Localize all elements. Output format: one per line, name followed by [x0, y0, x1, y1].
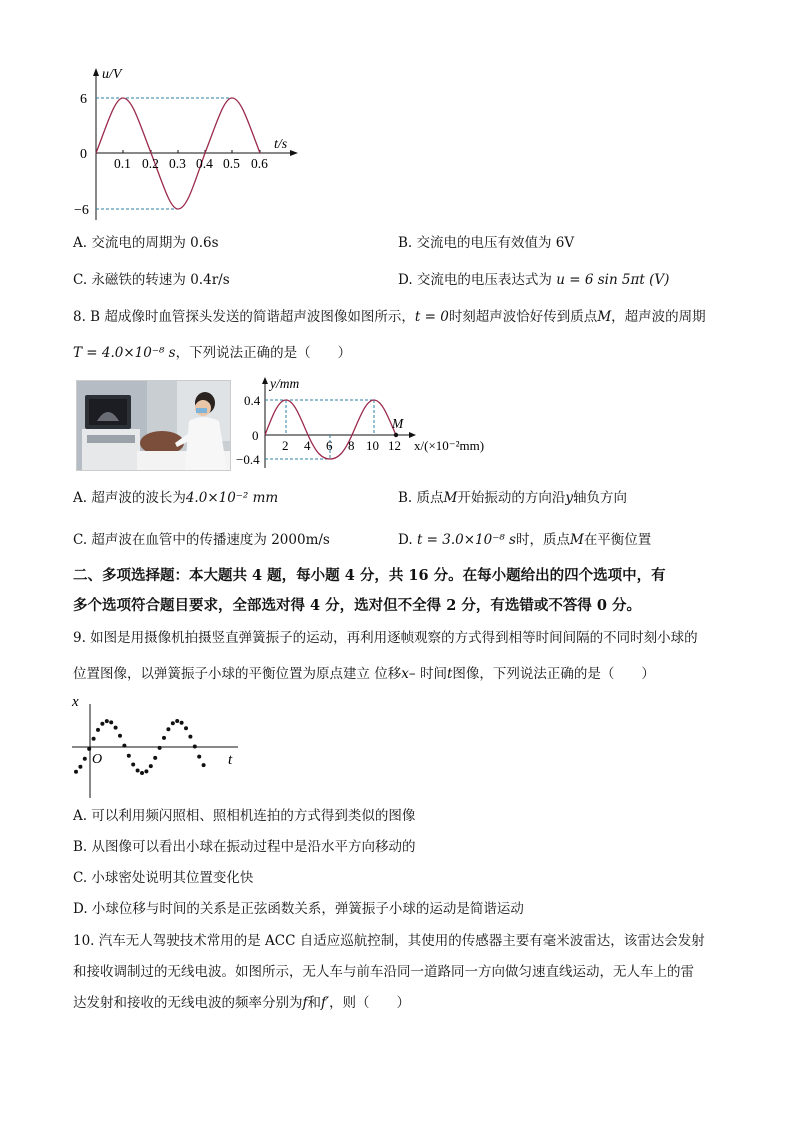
position-dot	[87, 747, 91, 751]
y-tick-label: −6	[74, 203, 89, 218]
q9-stem-line1: 9. 如图是用摄像机拍摄竖直弹簧振子的运动，再利用逐帧观察的方式得到相等时间间隔的不同时刻小球的	[73, 630, 698, 646]
q8-option-d-text: D.	[398, 532, 413, 548]
position-dot	[131, 763, 135, 767]
position-dot	[122, 744, 126, 748]
position-dot	[188, 735, 192, 739]
position-dot	[96, 728, 100, 732]
y-axis-arrow	[262, 377, 268, 384]
q9-option-d: D. 小球位移与时间的关系是正弦函数关系，弹簧振子小球的运动是简谐运动	[73, 901, 524, 917]
q8-option-d	[398, 530, 651, 550]
position-dot	[127, 754, 131, 758]
point-m-label: M	[392, 416, 404, 431]
x-tick-label: 0.2	[142, 156, 159, 171]
position-dot	[162, 736, 166, 740]
q8-option-b-text: 开始振动的方向沿	[457, 490, 566, 506]
x-axis-label: x/(×10⁻²mm)	[414, 438, 485, 453]
q8-formula: t = 0	[414, 309, 449, 325]
q9-var-x: x	[401, 666, 409, 682]
q8-option-a	[73, 488, 278, 508]
q8-text: ，超声波的周期	[611, 309, 706, 325]
q8-point-label: M	[597, 309, 612, 325]
x-tick-label: 6	[326, 438, 333, 453]
q10-var-f: f	[302, 995, 308, 1011]
x-tick-label: 0.1	[114, 156, 131, 171]
q8-option-d-text: 时，质点	[515, 532, 570, 548]
x-tick-label: 0.3	[169, 156, 186, 171]
position-dot	[175, 719, 179, 723]
position-dot	[140, 771, 144, 775]
origin-label: O	[92, 752, 103, 767]
y-axis-label: u/V	[102, 67, 122, 82]
q7-option-d	[398, 270, 669, 290]
position-dot	[184, 726, 188, 730]
section2-heading-line2: 多个选项符合题目要求，全部选对得 4 分，选对但不全得 2 分，有选错或不答得 0 分。	[73, 597, 642, 614]
q8-option-c: C. 超声波在血管中的传播速度为 2000m/s	[73, 532, 330, 548]
position-dot	[171, 721, 175, 725]
position-dot	[202, 763, 206, 767]
position-dot	[136, 769, 140, 773]
y-tick-label: −0.4	[236, 452, 260, 467]
q8-option-b-text: 轴负方向	[572, 490, 627, 506]
q8-option-b	[398, 488, 627, 508]
q7-option-d-formula: u = 6 sin 5πt (V)	[556, 272, 670, 288]
x-axis-arrow	[290, 150, 298, 156]
position-dot	[92, 737, 96, 741]
q7-option-c: C. 永磁铁的转速为 0.4r/s	[73, 272, 230, 288]
q8-option-b-point: M	[443, 490, 458, 506]
q8-option-d-formula: t = 3.0×10⁻⁸ s	[416, 532, 516, 548]
x-tick-label: 0.5	[223, 156, 240, 171]
position-dot	[109, 720, 113, 724]
y-tick-label: 0.4	[244, 393, 261, 408]
q9-text: 图像，下列说法正确的是（ ）	[452, 666, 655, 682]
q10-stem-line3	[73, 993, 410, 1013]
ultrasound-photo	[76, 380, 231, 471]
q10-stem-line2: 和接收调制过的无线电波。如图所示，无人车与前车沿同一道路同一方向做匀速直线运动，无人车上的雷	[73, 964, 694, 980]
q8-option-a-text: A. 超声波的波长为	[73, 490, 186, 506]
q8-text: 8. B 超成像时血管探头发送的简谐超声波图像如图所示，	[73, 309, 415, 325]
q9-option-c: C. 小球密处说明其位置变化快	[73, 870, 254, 886]
position-dot	[153, 756, 157, 760]
position-dot	[197, 755, 201, 759]
x-tick-label: 12	[388, 438, 401, 453]
position-dot	[78, 765, 82, 769]
q8-option-b-axis: y	[565, 490, 573, 506]
q10-stem-line1: 10. 汽车无人驾驶技术常用的是 ACC 自适应巡航控制，其使用的传感器主要有毫米波雷达，该雷达会发射	[73, 933, 705, 949]
q10-text: ，则（ ）	[329, 995, 411, 1011]
q10-var-f-prime: f′	[321, 995, 330, 1011]
oscillator-position-graph	[60, 690, 250, 800]
q8-stem-line1	[73, 307, 706, 327]
q9-text: 位置图像，以弹簧振子小球的平衡位置为原点建立 位移	[73, 666, 402, 682]
q8-text: ，下列说法正确的是（ ）	[175, 345, 352, 361]
position-dot	[193, 745, 197, 749]
y-axis-label: x	[72, 694, 79, 710]
position-dot	[105, 719, 109, 723]
x-tick-label: 10	[366, 438, 379, 453]
q7-option-d-text: D. 交流电的电压表达式为	[398, 272, 552, 288]
q8-stem-line2	[73, 343, 351, 363]
position-dot	[166, 727, 170, 731]
position-dot	[118, 734, 122, 738]
x-axis-label: t	[228, 752, 233, 768]
x-tick-label: 4	[304, 438, 311, 453]
x-tick-label: 2	[282, 438, 289, 453]
voltage-time-graph	[70, 60, 310, 220]
y-tick-label: 0	[252, 428, 259, 443]
wave-displacement-graph	[230, 372, 495, 472]
position-dot	[100, 722, 104, 726]
section2-heading-line1: 二、多项选择题：本大题共 4 题，每小题 4 分，共 16 分。在每小题给出的四个选项中，有	[73, 567, 666, 584]
q10-text: 达发射和接收的无线电波的频率分别为	[73, 995, 303, 1011]
q8-option-d-point: M	[569, 532, 584, 548]
q8-option-b-text: B. 质点	[398, 490, 444, 506]
position-dot	[144, 769, 148, 773]
position-dot	[83, 757, 87, 761]
position-dot	[114, 726, 118, 730]
ultrasound-photo-illustration	[77, 381, 230, 470]
q9-text: – 时间	[408, 666, 447, 682]
q9-option-a: A. 可以利用频闪照相、照相机连拍的方式得到类似的图像	[73, 808, 416, 824]
position-dot	[180, 721, 184, 725]
x-tick-label: 0.6	[251, 156, 268, 171]
q10-text: 和	[307, 995, 321, 1011]
q7-option-b: B. 交流电的电压有效值为 6V	[398, 235, 575, 251]
q8-period-formula: T = 4.0×10⁻⁸ s	[73, 345, 176, 361]
position-dot	[74, 770, 78, 774]
x-axis-label: t/s	[274, 137, 288, 152]
q9-var-t: t	[446, 666, 453, 682]
y-tick-label: 6	[80, 92, 87, 107]
q9-option-b: B. 从图像可以看出小球在振动过程中是沿水平方向移动的	[73, 839, 416, 855]
q8-text: 时刻超声波恰好传到质点	[448, 309, 598, 325]
q8-option-d-text: 在平衡位置	[583, 532, 652, 548]
x-tick-label: 0.4	[196, 156, 213, 171]
x-tick-label: 8	[348, 438, 355, 453]
position-dot	[158, 746, 162, 750]
q7-option-a: A. 交流电的周期为 0.6s	[73, 235, 219, 251]
position-dot	[149, 764, 153, 768]
y-axis-arrow	[93, 68, 99, 76]
y-axis-label: y/mm	[270, 376, 300, 391]
point-m	[394, 433, 398, 437]
q9-stem-line2	[73, 664, 655, 684]
y-tick-label: 0	[80, 147, 87, 162]
q8-option-a-formula: 4.0×10⁻² mm	[185, 490, 279, 506]
